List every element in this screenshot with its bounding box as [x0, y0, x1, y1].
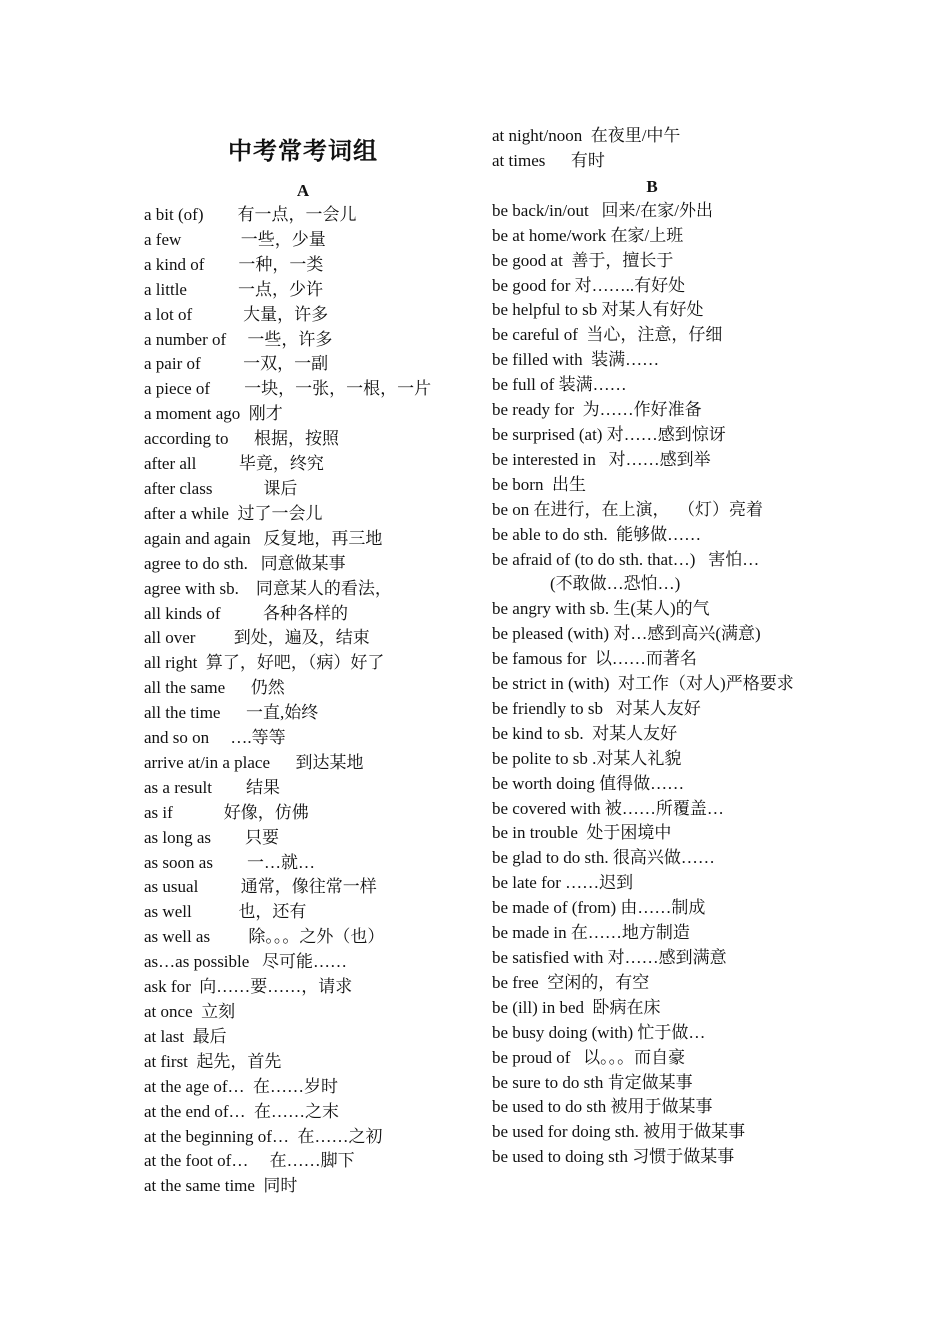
phrase-entry: be (ill) in bed 卧病在床 — [492, 997, 661, 1017]
phrase-entry: be kind to sb. 对某人友好 — [492, 723, 678, 743]
right-top-entries — [492, 124, 812, 174]
phrase-entry: at the age of… 在……岁时 — [144, 1076, 339, 1096]
phrase-entry: (不敢做…恐怕…) — [550, 574, 681, 594]
phrase-entry: a piece of 一块，一张，一根，一片 — [144, 379, 432, 399]
phrase-entry: as usual 通常，像往常一样 — [144, 877, 377, 897]
phrase-entry: arrive at/in a place 到达某地 — [144, 752, 364, 772]
phrase-entry: at night/noon 在夜里/中午 — [492, 126, 681, 145]
phrase-entry: all the same 仍然 — [144, 678, 285, 698]
section-letter-a: A — [296, 181, 310, 200]
page-title: 中考常考词组 — [228, 137, 378, 165]
phrase-entry: as long as 只要 — [144, 827, 280, 847]
phrase-entry: after all 毕竟，终究 — [144, 454, 324, 474]
phrase-entry: be friendly to sb 对某人友好 — [492, 698, 701, 718]
phrase-entry: be sure to do sth 肯定做某事 — [492, 1072, 693, 1092]
phrase-entry: be late for ……迟到 — [492, 873, 634, 893]
phrase-entry: be busy doing (with) 忙于做… — [492, 1022, 706, 1042]
phrase-entry: be able to do sth. 能够做…… — [492, 524, 702, 544]
phrase-entry: be full of 装满…… — [492, 375, 627, 395]
right-entry-list — [492, 199, 812, 1170]
phrase-entry: be made in 在……地方制造 — [492, 923, 690, 943]
phrase-entry: be in trouble 处于困境中 — [492, 823, 672, 843]
phrase-entry: a lot of 大量，许多 — [144, 304, 329, 324]
phrase-entry: be good at 善于，擅长于 — [492, 250, 674, 270]
phrase-entry: be careful of 当心，注意，仔细 — [492, 325, 723, 345]
phrase-entry: a little 一点，少许 — [144, 279, 323, 299]
phrase-entry: ask for 向……要……，请求 — [144, 977, 353, 997]
phrase-entry: be used to do sth 被用于做某事 — [492, 1097, 713, 1117]
phrase-entry: a kind of 一种，一类 — [144, 254, 324, 274]
phrase-entry: at last 最后 — [144, 1026, 227, 1046]
phrase-entry: be interested in 对……感到举 — [492, 449, 711, 469]
phrase-entry: a number of 一些，许多 — [144, 329, 333, 349]
phrase-entry: be helpful to sb 对某人有好处 — [492, 300, 704, 320]
phrase-entry: be back/in/out 回来/在家/外出 — [492, 200, 713, 220]
phrase-entry: be proud of 以。。。而自豪 — [492, 1047, 686, 1067]
phrase-entry: at the same time 同时 — [144, 1176, 298, 1196]
phrase-entry: be famous for 以……而著名 — [492, 649, 697, 669]
phrase-entry: be afraid of (to do sth. that…) 害怕… — [492, 549, 760, 569]
phrase-entry: at the beginning of… 在……之初 — [144, 1126, 383, 1146]
phrase-entry: after class 课后 — [144, 478, 298, 498]
phrase-entry: as if 好像，仿佛 — [144, 802, 309, 822]
phrase-entry: again and again 反复地，再三地 — [144, 528, 383, 548]
phrase-entry: a pair of 一双，一副 — [144, 354, 329, 374]
phrase-entry: as well 也，还有 — [144, 902, 307, 922]
phrase-entry: be born 出生 — [492, 474, 586, 494]
phrase-entry: all right 算了，好吧，（病）好了 — [144, 653, 385, 673]
phrase-entry: as a result 结果 — [144, 777, 280, 797]
phrase-entry: agree to do sth. 同意做某事 — [144, 553, 346, 573]
phrase-entry: be covered with 被……所覆盖… — [492, 798, 724, 818]
phrase-entry: be satisfied with 对……感到满意 — [492, 948, 727, 967]
phrase-entry: be used to doing sth 习惯于做某事 — [492, 1147, 735, 1167]
phrase-entry: a few 一些，少量 — [144, 229, 326, 249]
phrase-entry: at the end of… 在……之末 — [144, 1101, 339, 1121]
phrase-entry: at times 有时 — [492, 150, 605, 170]
phrase-entry: and so on ….等等 — [144, 728, 286, 748]
phrase-entry: be ready for 为……作好准备 — [492, 400, 702, 420]
phrase-entry: be worth doing 值得做…… — [492, 773, 685, 793]
phrase-entry: be on 在进行，在上演， （灯）亮着 — [492, 499, 764, 519]
phrase-entry: be used for doing sth. 被用于做某事 — [492, 1122, 746, 1142]
phrase-entry: be at home/work 在家/上班 — [492, 225, 684, 245]
phrase-entry: after a while 过了一会儿 — [144, 503, 323, 523]
section-letter-b: B — [646, 176, 658, 196]
phrase-entry: be pleased (with) 对…感到高兴(满意) — [492, 624, 761, 644]
phrase-entry: be good for 对……..有好处 — [492, 275, 686, 295]
phrase-entry: all the time 一直,始终 — [144, 703, 319, 723]
phrase-entry: be free 空闲的，有空 — [492, 972, 650, 992]
phrase-entry: as well as 除。。。之外（也） — [144, 927, 385, 947]
phrase-entry: at once 立刻 — [144, 1002, 236, 1021]
phrase-entry: according to 根据，按照 — [144, 429, 339, 449]
right-column — [492, 124, 812, 1170]
phrase-entry: all over 到处，遍及，结束 — [144, 628, 370, 648]
left-entry-list — [144, 203, 462, 1199]
phrase-entry: agree with sb. 同意某人的看法， — [144, 578, 392, 598]
phrase-entry: be made of (from) 由……制成 — [492, 898, 706, 918]
phrase-entry: as soon as 一…就… — [144, 852, 315, 872]
phrase-entry: at the foot of… 在……脚下 — [144, 1151, 355, 1171]
left-column — [144, 124, 462, 1199]
phrase-entry: a moment ago 刚才 — [144, 404, 283, 424]
phrase-entry: a bit (of) 有一点，一会儿 — [144, 205, 357, 224]
phrase-entry: as…as possible 尽可能…… — [144, 952, 348, 972]
phrase-entry: be strict in (with) 对工作（对人)严格要求 — [492, 674, 794, 694]
phrase-entry: at first 起先，首先 — [144, 1051, 282, 1071]
phrase-entry: be glad to do sth. 很高兴做…… — [492, 848, 715, 868]
phrase-entry: be polite to sb .对某人礼貌 — [492, 748, 682, 768]
phrase-entry: all kinds of 各种各样的 — [144, 603, 348, 623]
phrase-entry: be angry with sb. 生(某人)的气 — [492, 599, 710, 619]
phrase-entry: be filled with 装满…… — [492, 350, 660, 370]
phrase-entry: be surprised (at) 对……感到惊讶 — [492, 424, 726, 444]
